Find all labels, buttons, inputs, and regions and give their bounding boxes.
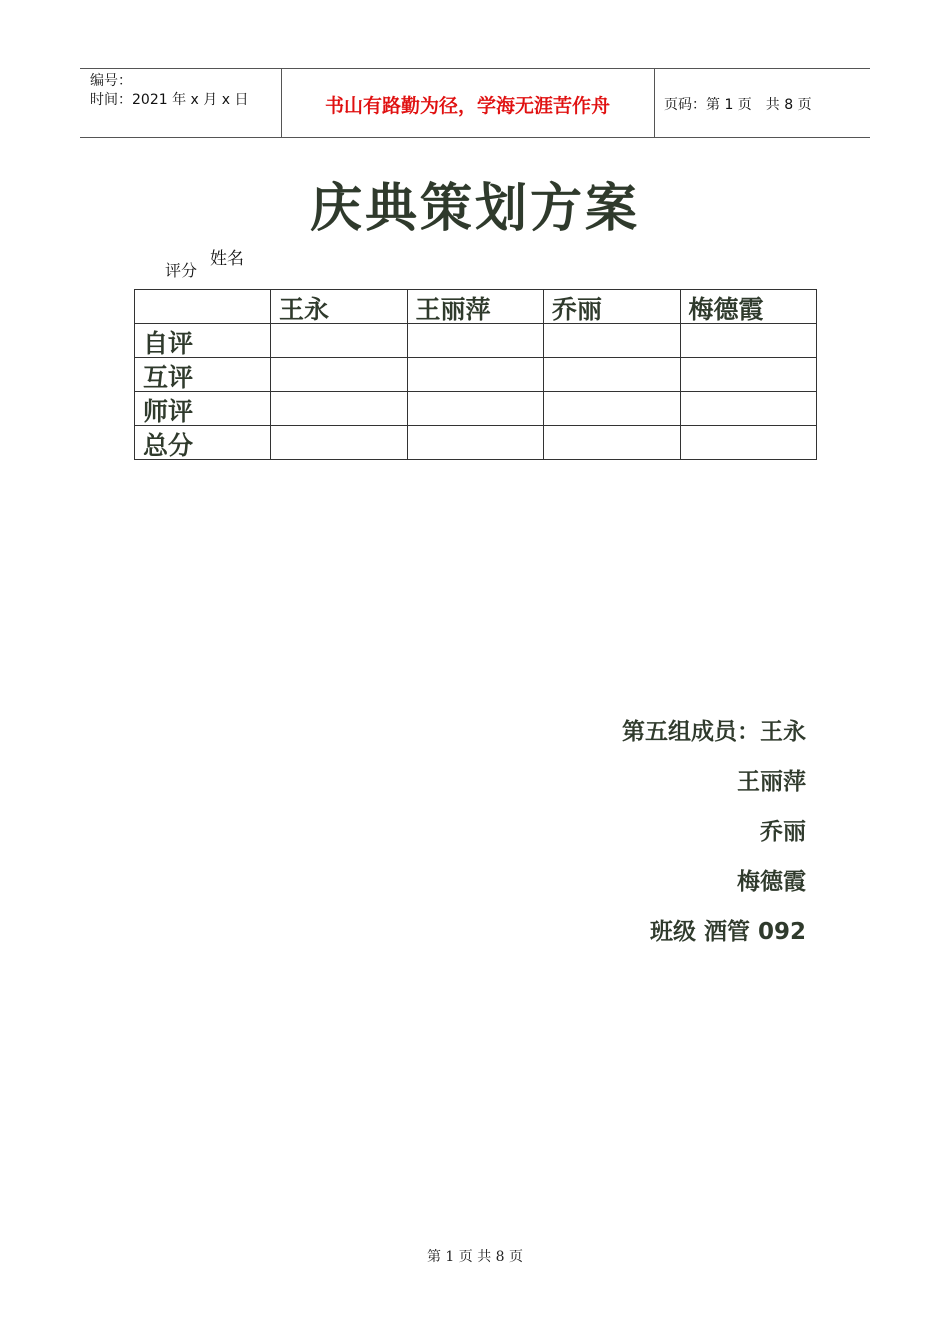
members-line-meidexia: 梅德霞 [737, 869, 806, 895]
table-row [135, 392, 817, 426]
column-header-wangliping: 王丽萍 [407, 290, 544, 324]
members-line-class: 班级 酒管 092 [649, 919, 806, 945]
header-divider [654, 69, 655, 137]
table-row [135, 358, 817, 392]
score-cell [544, 392, 681, 426]
document-header [80, 68, 870, 138]
header-page-info: 页码：第 1 页 共 8 页 [664, 97, 812, 113]
score-cell [544, 324, 681, 358]
header-motto: 书山有路勤为径，学海无涯苦作舟 [324, 95, 610, 117]
score-cell [680, 426, 817, 460]
row-label-total: 总分 [135, 426, 271, 460]
score-table [134, 289, 817, 460]
score-cell [271, 358, 408, 392]
score-cell [544, 426, 681, 460]
table-row [135, 324, 817, 358]
members-line-group: 第五组成员：王永 [622, 719, 806, 745]
score-cell [407, 324, 544, 358]
document-date-label: 时间：2021 年 x 月 x 日 [90, 92, 249, 108]
score-cell [680, 392, 817, 426]
score-cell [680, 324, 817, 358]
column-header-meidexia: 梅德霞 [680, 290, 817, 324]
document-title: 庆典策划方案 [309, 179, 640, 239]
score-cell [407, 358, 544, 392]
document-number-label: 编号： [90, 73, 132, 89]
column-header-qiaoli: 乔丽 [544, 290, 681, 324]
score-cell [271, 426, 408, 460]
table-corner-cell [135, 290, 271, 324]
table-row [135, 426, 817, 460]
row-label-self-eval: 自评 [135, 324, 271, 358]
table-name-label: 姓名 [210, 249, 244, 269]
score-cell [271, 392, 408, 426]
score-cell [407, 426, 544, 460]
table-header-row [135, 290, 817, 324]
table-score-label: 评分 [165, 261, 198, 280]
column-header-wangyong: 王永 [271, 290, 408, 324]
score-cell [271, 324, 408, 358]
score-cell [544, 358, 681, 392]
group-members-block [622, 714, 806, 964]
row-label-peer-eval: 互评 [135, 358, 271, 392]
page-footer: 第 1 页 共 8 页 [426, 1249, 524, 1265]
members-line-qiaoli: 乔丽 [760, 819, 806, 845]
members-line-wangliping: 王丽萍 [737, 769, 806, 795]
score-cell [407, 392, 544, 426]
header-meta [90, 72, 248, 110]
row-label-teacher-eval: 师评 [135, 392, 271, 426]
score-cell [680, 358, 817, 392]
